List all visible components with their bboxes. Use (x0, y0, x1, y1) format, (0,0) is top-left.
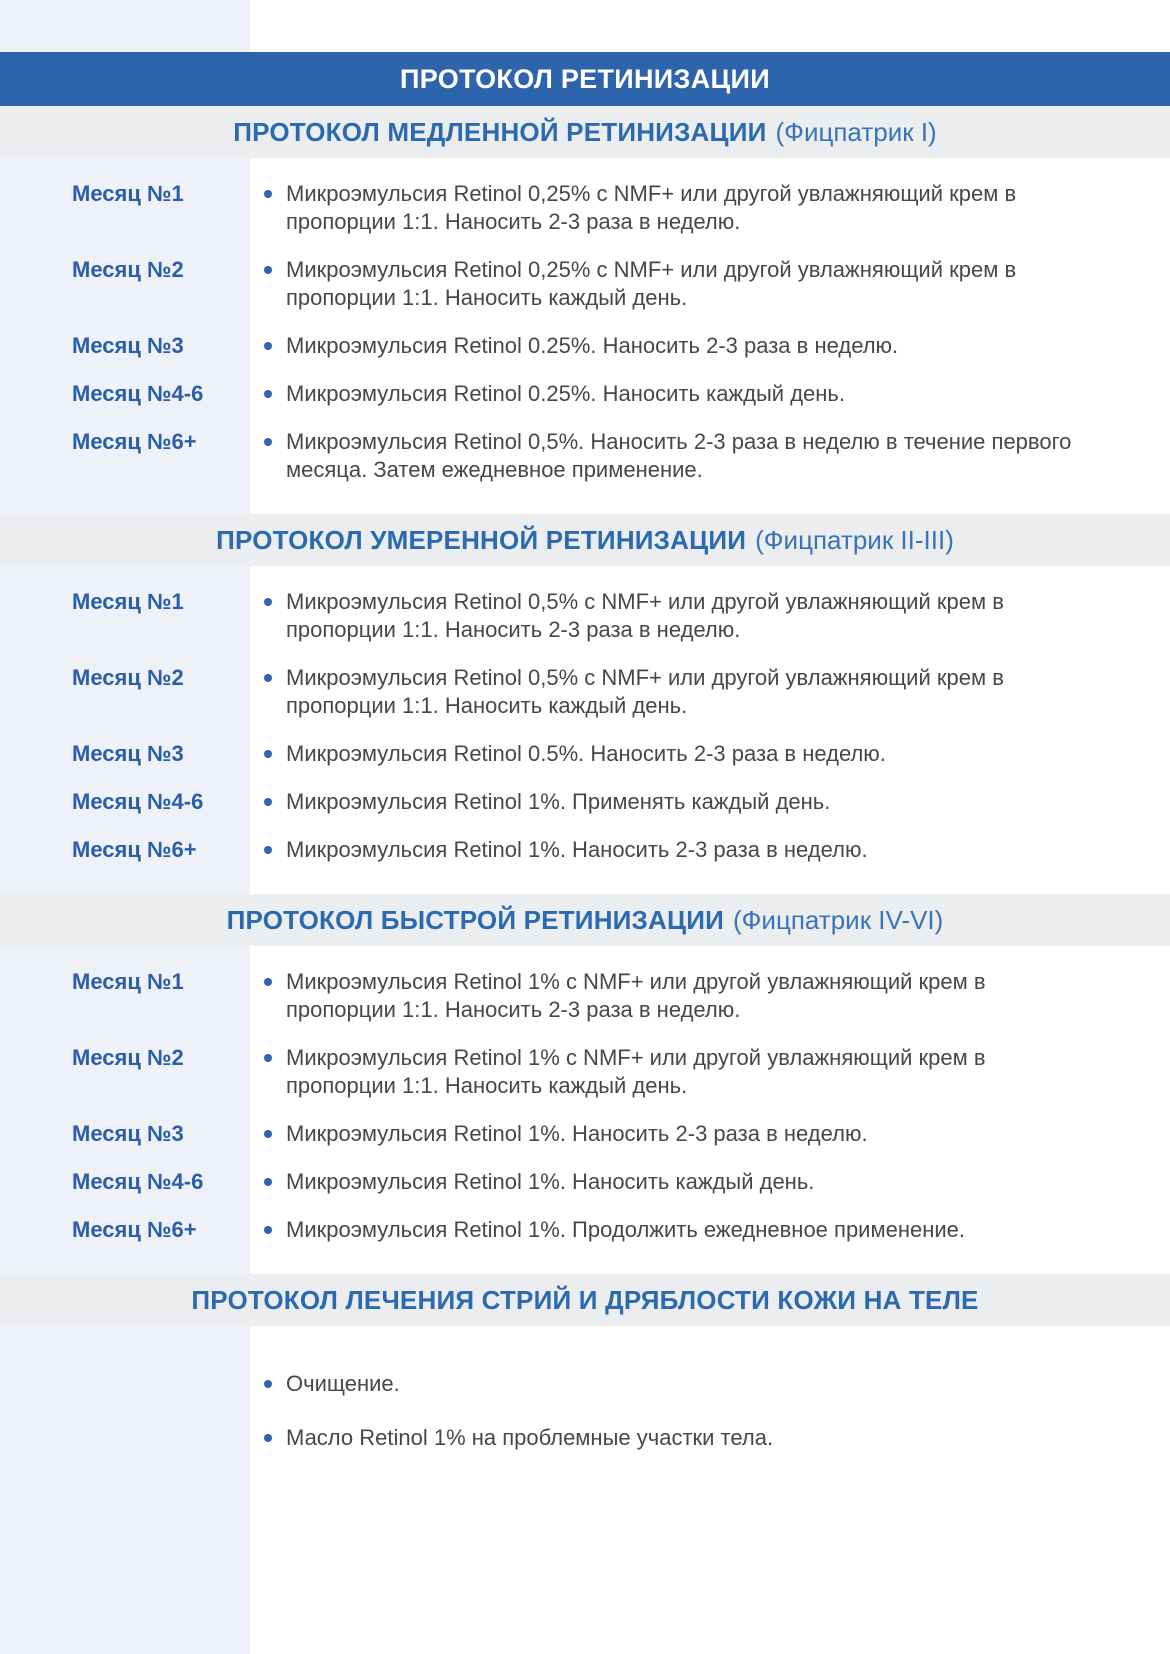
bullet-dot-icon (264, 390, 272, 398)
bullet-text: Микроэмульсия Retinol 1%. Наносить 2-3 раза в неделю. (286, 1121, 868, 1146)
bullet-item (250, 428, 1086, 484)
month-label: Месяц №4-6 (72, 1169, 204, 1194)
section-title: ПРОТОКОЛ ЛЕЧЕНИЯ СТРИЙ И ДРЯБЛОСТИ КОЖИ НА ТЕЛЕ (191, 1284, 979, 1315)
table-row (0, 1120, 1170, 1148)
table-row (0, 428, 1170, 484)
month-label: Месяц №1 (72, 589, 184, 614)
bullet-text: Микроэмульсия Retinol 0,5% с NMF+ или другой увлажняющий крем в пропорции 1:1. Наносить каждый день. (286, 665, 1004, 718)
bullet-text: Очищение. (286, 1371, 400, 1396)
bullet-text: Микроэмульсия Retinol 0,25% с NMF+ или другой увлажняющий крем в пропорции 1:1. Наносить 2-3 раза в неделю. (286, 181, 1017, 234)
bullet-text: Масло Retinol 1% на проблемные участки тела. (286, 1425, 774, 1450)
bullet-dot-icon (264, 1434, 272, 1442)
bullet-text: Микроэмульсия Retinol 0,5% с NMF+ или другой увлажняющий крем в пропорции 1:1. Наносить 2-3 раза в неделю. (286, 589, 1004, 642)
bullet-dot-icon (264, 1130, 272, 1138)
table-row (0, 836, 1170, 864)
month-label: Месяц №6+ (72, 837, 197, 862)
section-header-fast (0, 894, 1170, 946)
bullet-item (250, 836, 868, 864)
month-label: Месяц №4-6 (72, 789, 204, 814)
section-header-body-treatment (0, 1274, 1170, 1326)
bullet-item (250, 256, 1086, 312)
table-row (0, 968, 1170, 1024)
bullet-text: Микроэмульсия Retinol 1%. Применять каждый день. (286, 789, 831, 814)
table-row (0, 332, 1170, 360)
section-rows-slow (0, 158, 1170, 514)
month-label: Месяц №2 (72, 257, 184, 282)
bullet-dot-icon (264, 266, 272, 274)
bullet-text: Микроэмульсия Retinol 0,25% с NMF+ или другой увлажняющий крем в пропорции 1:1. Наносить каждый день. (286, 257, 1017, 310)
bullet-item (250, 332, 898, 360)
section-header-moderate (0, 514, 1170, 566)
month-label: Месяц №2 (72, 1045, 184, 1070)
bullet-text: Микроэмульсия Retinol 1% с NMF+ или другой увлажняющий крем в пропорции 1:1. Наносить каждый день. (286, 1045, 986, 1098)
month-label: Месяц №3 (72, 1121, 184, 1146)
section-note: (Фицпатрик II-III) (755, 524, 954, 555)
page-title: ПРОТОКОЛ РЕТИНИЗАЦИИ (400, 63, 770, 94)
bullet-text: Микроэмульсия Retinol 0.25%. Наносить 2-3 раза в неделю. (286, 333, 899, 358)
month-label: Месяц №6+ (72, 429, 197, 454)
section-rows-moderate (0, 566, 1170, 894)
month-label: Месяц №1 (72, 181, 184, 206)
month-label: Месяц №6+ (72, 1217, 197, 1242)
month-label: Месяц №2 (72, 665, 184, 690)
section-note: (Фицпатрик IV-VI) (733, 904, 944, 935)
bullet-dot-icon (264, 598, 272, 606)
table-row (0, 588, 1170, 644)
bullet-item (250, 180, 1086, 236)
bullet-dot-icon (264, 978, 272, 986)
bullet-item (250, 740, 886, 768)
table-row (0, 1044, 1170, 1100)
bullet-text: Микроэмульсия Retinol 1%. Наносить каждый день. (286, 1169, 815, 1194)
month-label: Месяц №4-6 (72, 381, 204, 406)
top-margin (0, 0, 1170, 52)
bullet-item (250, 1216, 965, 1244)
bullet-dot-icon (264, 1178, 272, 1186)
bullet-item (250, 1424, 1170, 1452)
bullet-dot-icon (264, 798, 272, 806)
bullet-item (250, 1120, 868, 1148)
bullet-dot-icon (264, 190, 272, 198)
bullet-text: Микроэмульсия Retinol 0,5%. Наносить 2-3 раза в неделю в течение первого месяца. Затем ежедневное применение. (286, 429, 1072, 482)
month-label: Месяц №3 (72, 333, 184, 358)
bullet-item (250, 1044, 1086, 1100)
table-row (0, 1168, 1170, 1196)
bullet-dot-icon (264, 342, 272, 350)
body-treatment-steps (0, 1326, 1170, 1452)
section-rows-fast (0, 946, 1170, 1274)
bullet-text: Микроэмульсия Retinol 1%. Наносить 2-3 раза в неделю. (286, 837, 868, 862)
table-row (0, 256, 1170, 312)
month-label: Месяц №1 (72, 969, 184, 994)
section-header-slow (0, 106, 1170, 158)
table-row (0, 1216, 1170, 1244)
bullet-item (250, 788, 830, 816)
bullet-dot-icon (264, 438, 272, 446)
bullet-dot-icon (264, 1054, 272, 1062)
bullet-text: Микроэмульсия Retinol 0.5%. Наносить 2-3 раза в неделю. (286, 741, 886, 766)
bullet-item (250, 664, 1086, 720)
bullet-item (250, 588, 1086, 644)
section-title: ПРОТОКОЛ УМЕРЕННОЙ РЕТИНИЗАЦИИ (216, 524, 747, 555)
bullet-text: Микроэмульсия Retinol 1%. Продолжить ежедневное применение. (286, 1217, 966, 1242)
section-note: (Фицпатрик I) (775, 116, 937, 147)
table-row (0, 664, 1170, 720)
bullet-dot-icon (264, 1380, 272, 1388)
table-row (0, 788, 1170, 816)
table-row (0, 740, 1170, 768)
month-label: Месяц №3 (72, 741, 184, 766)
section-title: ПРОТОКОЛ МЕДЛЕННОЙ РЕТИНИЗАЦИИ (233, 116, 767, 147)
bullet-item (250, 380, 845, 408)
bullet-item (250, 968, 1086, 1024)
table-row (0, 380, 1170, 408)
section-title: ПРОТОКОЛ БЫСТРОЙ РЕТИНИЗАЦИИ (226, 904, 724, 935)
bullet-item (250, 1370, 1170, 1398)
bullet-dot-icon (264, 750, 272, 758)
bullet-item (250, 1168, 814, 1196)
bullet-dot-icon (264, 846, 272, 854)
bullet-text: Микроэмульсия Retinol 1% с NMF+ или другой увлажняющий крем в пропорции 1:1. Наносить 2-3 раза в неделю. (286, 969, 986, 1022)
bullet-dot-icon (264, 1226, 272, 1234)
table-row (0, 180, 1170, 236)
bullet-text: Микроэмульсия Retinol 0.25%. Наносить каждый день. (286, 381, 845, 406)
bullet-dot-icon (264, 674, 272, 682)
main-title-bar (0, 52, 1170, 106)
